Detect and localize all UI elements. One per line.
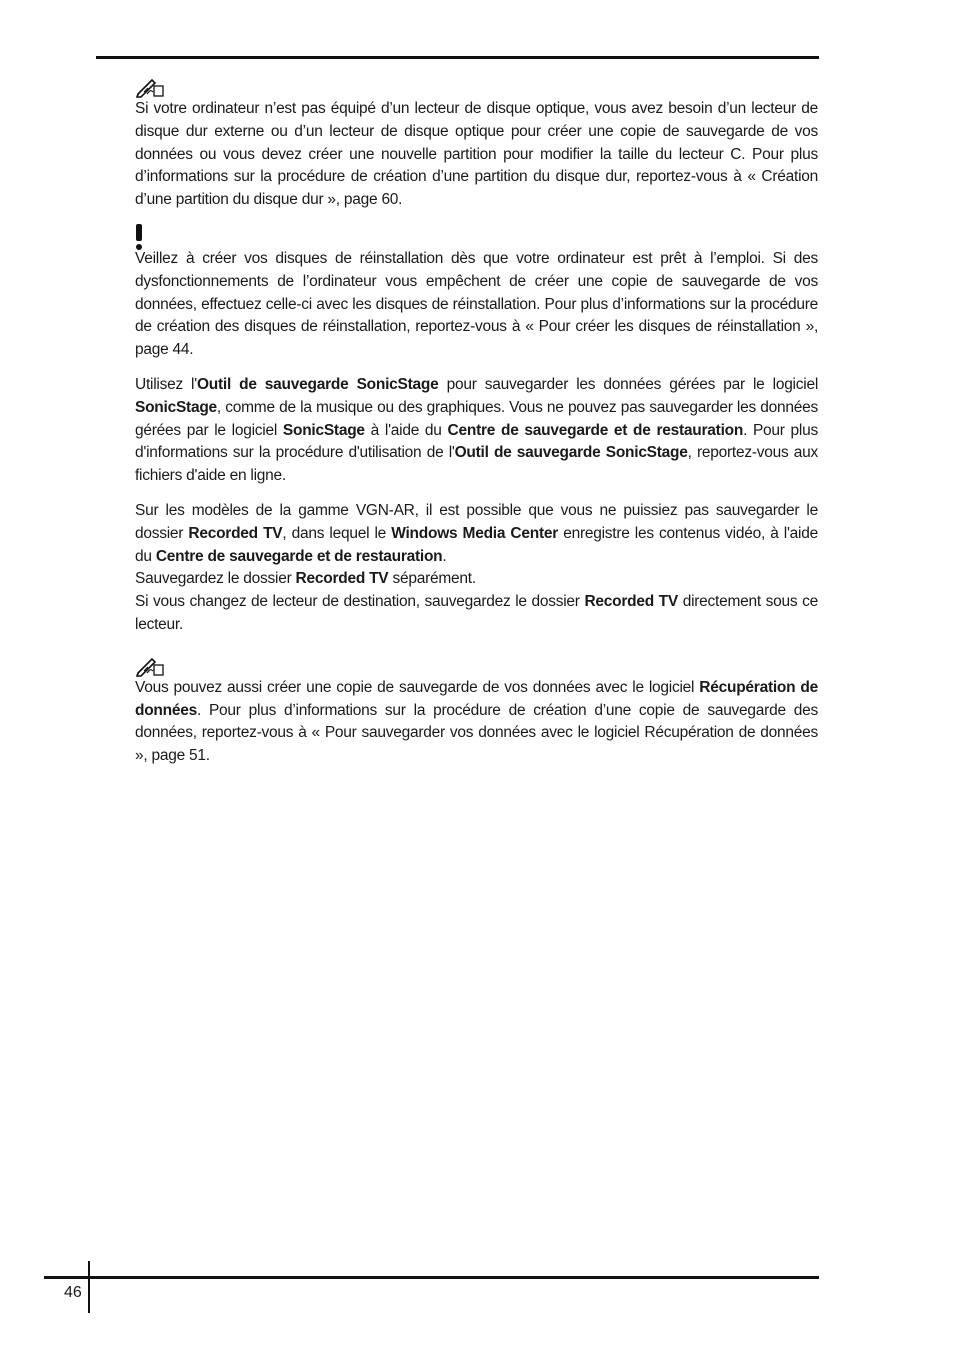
- bold-term: Récupération de données: [135, 678, 818, 719]
- header-rule: [96, 56, 819, 59]
- bold-term: Windows Media Center: [391, 524, 559, 542]
- bold-term: SonicStage: [282, 421, 365, 439]
- bold-term: Recorded TV: [188, 524, 283, 542]
- bold-term: Outil de sauvegarde SonicStage: [454, 444, 688, 462]
- paragraph-text: Sauvegardez le dossier Recorded TV séparément.: [135, 570, 476, 588]
- page-content: [135, 74, 818, 768]
- paragraph-text: Sur les modèles de la gamme VGN-AR, il est possible que vous ne puissiez pas sauvegarder le dossier Recorded TV, dans lequel le Windows Media Center enregistre les contenus vidéo, à l'aide du Centre de sauvegarde et de restauration.: [135, 501, 818, 565]
- footer-divider: [88, 1261, 90, 1313]
- note-text: Vous pouvez aussi créer une copie de sauvegarde de vos données avec le logiciel Récupération de données. Pour plus d’informations sur la procédure de création d’une copie de sauvegarde des données, reportez-vous à « Pour sauvegarder vos données avec le logiciel Récupération de données », page 51.: [135, 678, 818, 765]
- note-text: Si votre ordinateur n’est pas équipé d’un lecteur de disque optique, vous avez besoin d’un lecteur de disque dur externe ou d’un lecteur de disque optique pour créer une copie de sauvegarde de vos données ou vous devez créer une nouvelle partition pour modifier la taille du lecteur C. Pour plus d’informations sur la procédure de création d’une partition du disque dur, reportez-vous à « Création d’une partition du disque dur », page 60.: [135, 100, 818, 209]
- bold-term: Centre de sauvegarde et de restauration: [155, 547, 443, 565]
- sonicstage-paragraph: [135, 374, 818, 488]
- bold-term: Outil de sauvegarde SonicStage: [196, 375, 439, 393]
- footer-rule: [44, 1276, 819, 1279]
- page-number: 46: [64, 1284, 82, 1301]
- note-block: [135, 653, 818, 768]
- vgn-paragraph: [135, 500, 818, 637]
- note-block: [135, 74, 818, 212]
- warning-block: [135, 224, 818, 362]
- bold-term: Centre de sauvegarde et de restauration: [447, 421, 744, 439]
- warning-text: Veillez à créer vos disques de réinstallation dès que votre ordinateur est prêt à l’emploi. Si des dysfonctionnements de l’ordinateur vous empêchent de créer une copie de sauvegarde de vos données, effectuez celle-ci avec les disques de réinstallation. Pour plus d’informations sur la procédure de création des disques de réinstallation, reportez-vous à « Pour créer les disques de réinstallation », page 44.: [135, 249, 818, 359]
- paragraph-text: Utilisez l'Outil de sauvegarde SonicStage pour sauvegarder les données gérées par le logiciel SonicStage, comme de la musique ou des graphiques. Vous ne pouvez pas sauvegarder les données gérées par le logiciel SonicStage à l'aide du Centre de sauvegarde et de restauration. Pour plus d'informations sur la procédure d'utilisation de l'Outil de sauvegarde SonicStage, reportez-vous aux fichiers d'aide en ligne.: [135, 375, 819, 485]
- bold-term: SonicStage: [135, 398, 217, 416]
- paragraph-text: Si vous changez de lecteur de destination, sauvegardez le dossier Recorded TV directement sous ce lecteur.: [135, 593, 819, 633]
- bold-term: Recorded TV: [295, 570, 389, 588]
- bold-term: Recorded TV: [584, 593, 678, 611]
- pencil-note-icon: [135, 74, 165, 98]
- pencil-note-icon: [135, 653, 165, 677]
